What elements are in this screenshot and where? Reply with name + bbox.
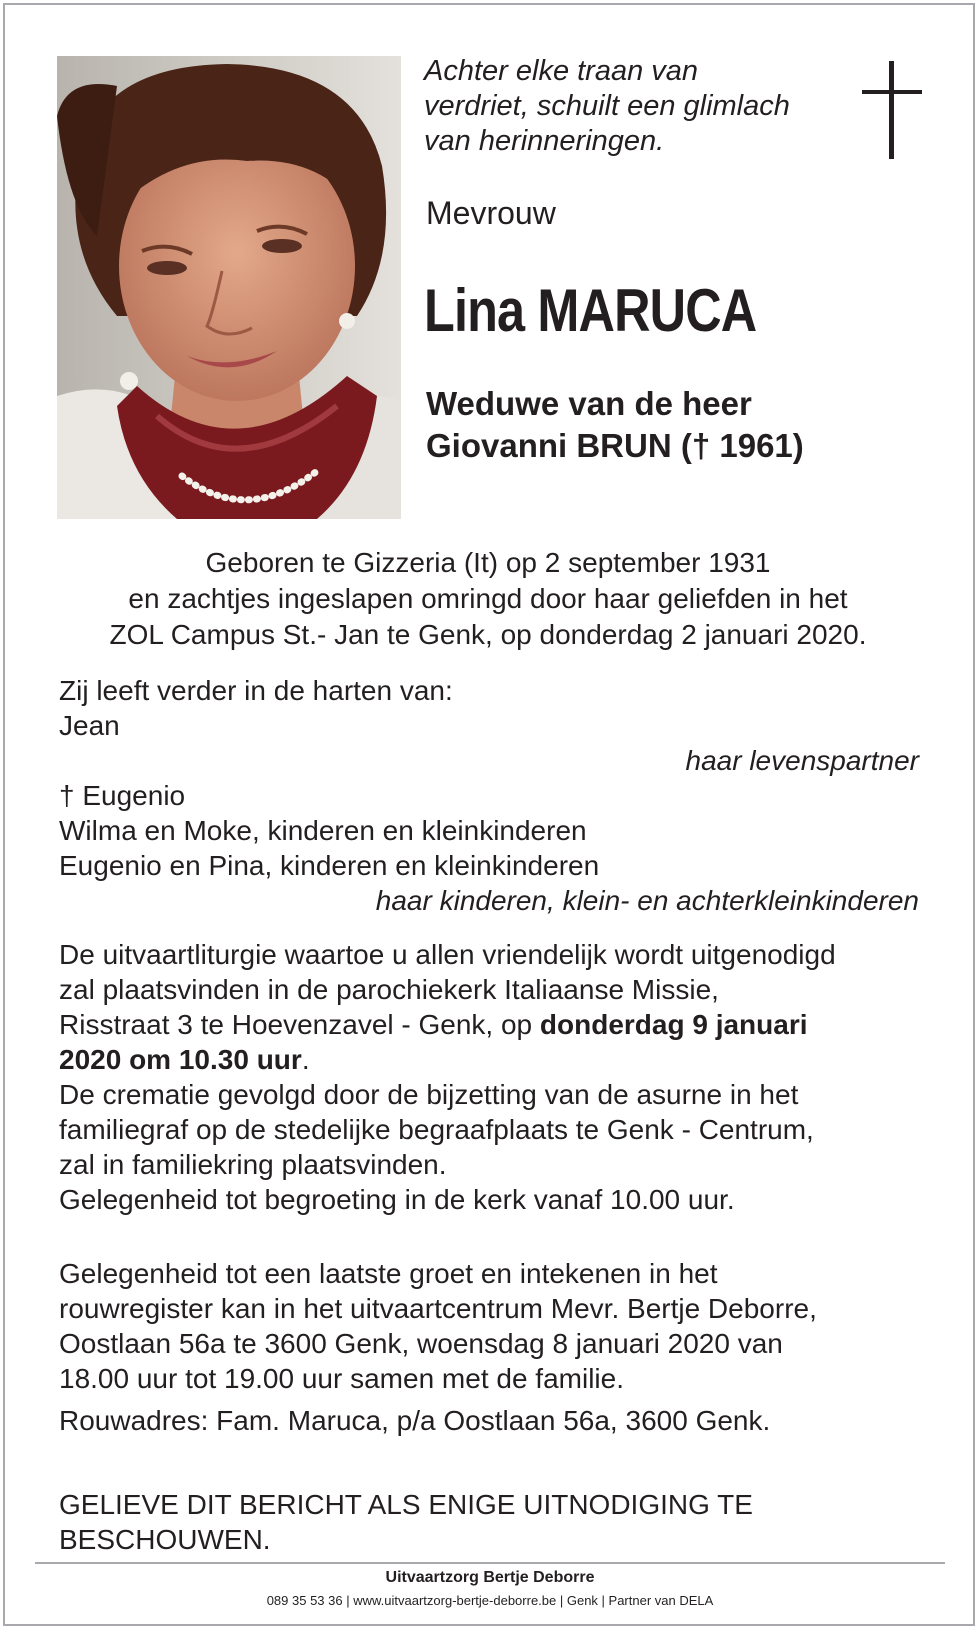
greeting-line: Gelegenheid tot begroeting in de kerk vanaf 10.00 uur. <box>59 1184 735 1215</box>
farewell-info <box>59 1256 919 1396</box>
honorific: Mevrouw <box>426 195 556 231</box>
partner-role: haar levenspartner <box>685 745 919 776</box>
footer-divider <box>35 1562 945 1564</box>
funeral-company: Uitvaartzorg Bertje Deborre <box>385 1569 595 1586</box>
mourning-address: Rouwadres: Fam. Maruca, p/a Oostlaan 56a, 3600 Genk. <box>59 1405 771 1436</box>
farewell-line: Gelegenheid tot een laatste groet en intekenen in het <box>59 1258 718 1289</box>
motto-line: verdriet, schuilt een glimlach <box>424 90 790 122</box>
motto-line: van herinneringen. <box>424 125 665 157</box>
notice-line: GELIEVE DIT BERICHT ALS ENIGE UITNODIGING TE <box>59 1489 753 1520</box>
farewell-line: Oostlaan 56a te 3600 Genk, woensdag 8 januari 2020 van <box>59 1328 783 1359</box>
funeral-time: 2020 om 10.30 uur <box>59 1044 302 1075</box>
farewell-line: rouwregister kan in het uitvaartcentrum Mevr. Bertje Deborre, <box>59 1293 817 1324</box>
invitation-notice <box>59 1487 919 1557</box>
birth-death-info <box>40 545 936 653</box>
widow-of <box>426 383 804 467</box>
widow-line: Giovanni BRUN († 1961) <box>426 427 804 464</box>
motto-line: Achter elke traan van <box>424 55 699 87</box>
funeral-line <box>59 1007 919 1042</box>
cremation-line: De crematie gevolgd door de bijzetting van de asurne in het <box>59 1079 799 1110</box>
funeral-info <box>59 937 919 1217</box>
portrait-photo <box>57 56 401 519</box>
motto <box>424 54 854 159</box>
funeral-period: . <box>301 1044 310 1075</box>
birth-line: Geboren te Gizzeria (It) op 2 september 1931 <box>205 547 771 578</box>
survivor-line: Wilma en Moke, kinderen en kleinkinderen <box>59 815 587 846</box>
funeral-line <box>59 1042 919 1077</box>
funeral-address: Risstraat 3 te Hoevenzavel - Genk, op <box>59 1009 540 1040</box>
children-role: haar kinderen, klein- en achterkleinkinderen <box>375 885 919 916</box>
funeral-line: zal plaatsvinden in de parochiekerk Italiaanse Missie, <box>59 974 719 1005</box>
widow-line: Weduwe van de heer <box>426 385 752 422</box>
birth-line: en zachtjes ingeslapen omringd door haar geliefden in het <box>128 583 848 614</box>
survivors <box>59 673 919 918</box>
funeral-line: De uitvaartliturgie waartoe u allen vriendelijk wordt uitgenodigd <box>59 939 836 970</box>
partner-name: Jean <box>59 710 120 741</box>
cremation-line: familiegraf op de stedelijke begraafplaats te Genk - Centrum, <box>59 1114 814 1145</box>
deceased-name: Lina MARUCA <box>424 277 757 344</box>
notice-line: BESCHOUWEN. <box>59 1524 271 1555</box>
funeral-company-contact: 089 35 53 36 | www.uitvaartzorg-bertje-deborre.be | Genk | Partner van DELA <box>266 1593 714 1608</box>
cremation-line: zal in familiekring plaatsvinden. <box>59 1149 447 1180</box>
survivor-line: † Eugenio <box>59 780 186 811</box>
cross-icon <box>862 61 922 159</box>
birth-line: ZOL Campus St.- Jan te Genk, op donderdag 2 januari 2020. <box>109 619 867 650</box>
funeral-date: donderdag 9 januari <box>539 1009 808 1040</box>
survivors-intro: Zij leeft verder in de harten van: <box>59 675 453 706</box>
survivor-line: Eugenio en Pina, kinderen en kleinkinderen <box>59 850 600 881</box>
farewell-line: 18.00 uur tot 19.00 uur samen met de familie. <box>59 1363 624 1394</box>
